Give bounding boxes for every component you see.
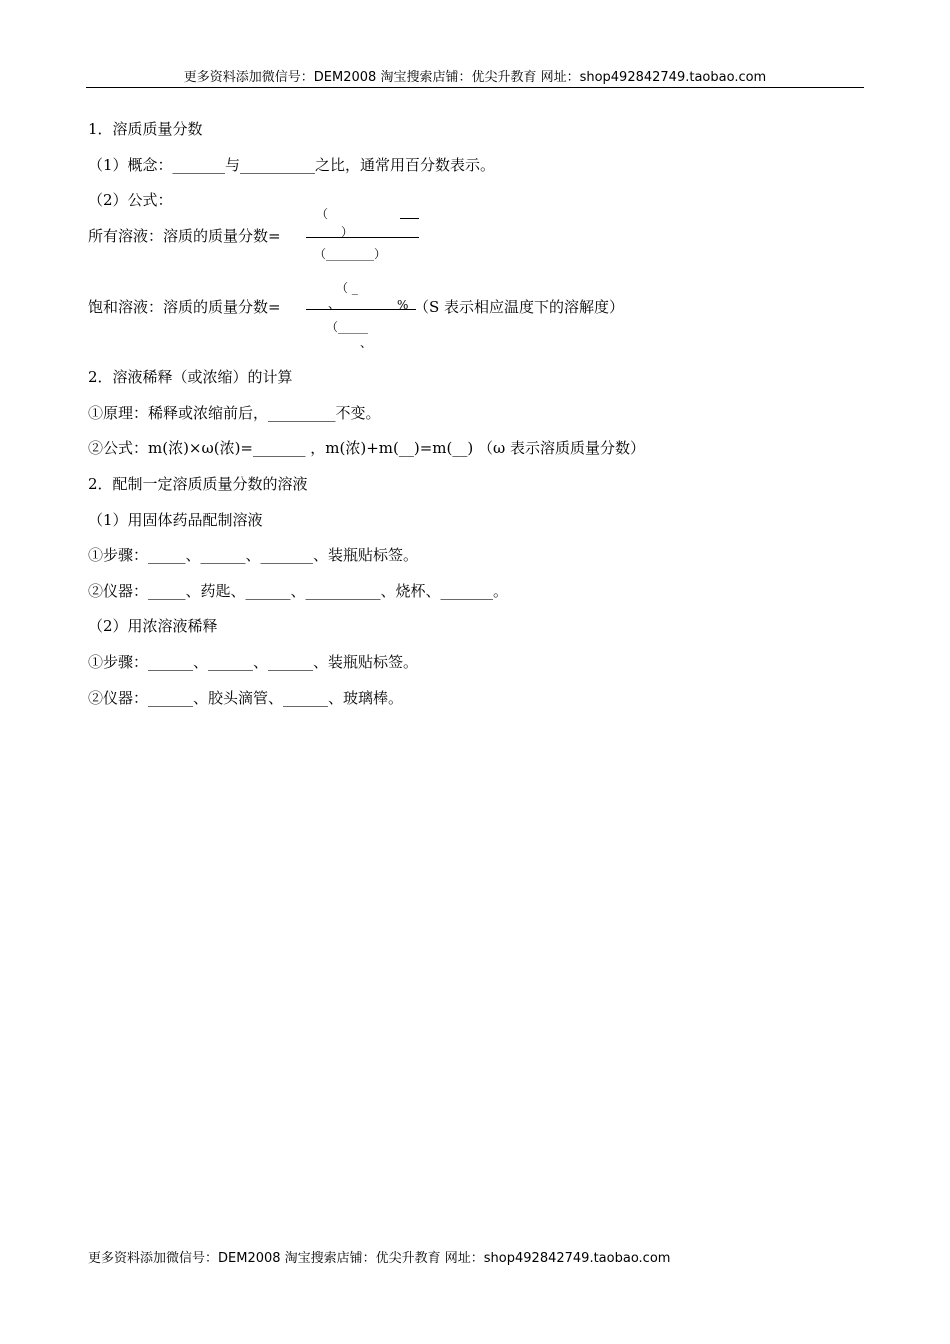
page-footer: 更多资料添加微信号：DEM2008 淘宝搜索店铺：优尖升教育 网址：shop492842749.taobao.com	[88, 1251, 671, 1266]
saturated-label: 饱和溶液：溶质的质量分数=	[88, 298, 281, 316]
section-3-title: 2．配制一定溶质质量分数的溶液	[88, 475, 308, 493]
dilution-prep-heading: （2）用浓溶液稀释	[88, 617, 218, 635]
dilution-prep-steps: ①步骤：______、______、______、装瓶贴标签。	[88, 653, 419, 671]
section-1-title: 1．溶质质量分数	[88, 120, 203, 138]
all-denominator: （________）	[314, 247, 387, 261]
all-solutions-label: 所有溶液：溶质的质量分数=	[88, 227, 281, 245]
all-fraction-bar	[306, 237, 419, 238]
solid-prep-heading: （1）用固体药品配制溶液	[88, 511, 263, 529]
solid-prep-steps: ①步骤：_____、______、_______、装瓶贴标签。	[88, 546, 419, 564]
page-header: 更多资料添加微信号：DEM2008 淘宝搜索店铺：优尖升教育 网址：shop492842749.taobao.com	[86, 66, 864, 88]
all-numerator-blank	[400, 218, 419, 219]
dilution-principle: ①原理：稀释或浓缩前后，_________不变。	[88, 404, 381, 422]
section-2-title: 2．溶液稀释（或浓缩）的计算	[88, 368, 293, 386]
formula-heading: （2）公式：	[88, 191, 173, 209]
sat-numerator-tick: 、	[328, 297, 341, 311]
sat-percent: %	[397, 298, 409, 312]
dilution-prep-instruments: ②仪器：______、胶头滴管、______、玻璃棒。	[88, 689, 404, 707]
sat-denominator: （_____	[326, 320, 369, 334]
solid-prep-instruments: ②仪器：_____、药匙、______、__________、烧杯、_______。	[88, 582, 509, 600]
sat-numerator: （ _	[336, 281, 358, 295]
concept-line: （1）概念：_______与__________之比，通常用百分数表示。	[88, 156, 496, 174]
sat-note: （S 表示相应温度下的溶解度）	[414, 298, 625, 316]
all-numerator-open: （	[316, 207, 329, 221]
sat-denominator-tick: 、	[360, 336, 373, 350]
all-numerator-close: ）	[341, 225, 354, 239]
dilution-formula: ②公式：m(浓)×ω(浓)=_______ ，m(浓)+m(__)=m(__) （ω 表示溶质质量分数）	[88, 439, 645, 457]
